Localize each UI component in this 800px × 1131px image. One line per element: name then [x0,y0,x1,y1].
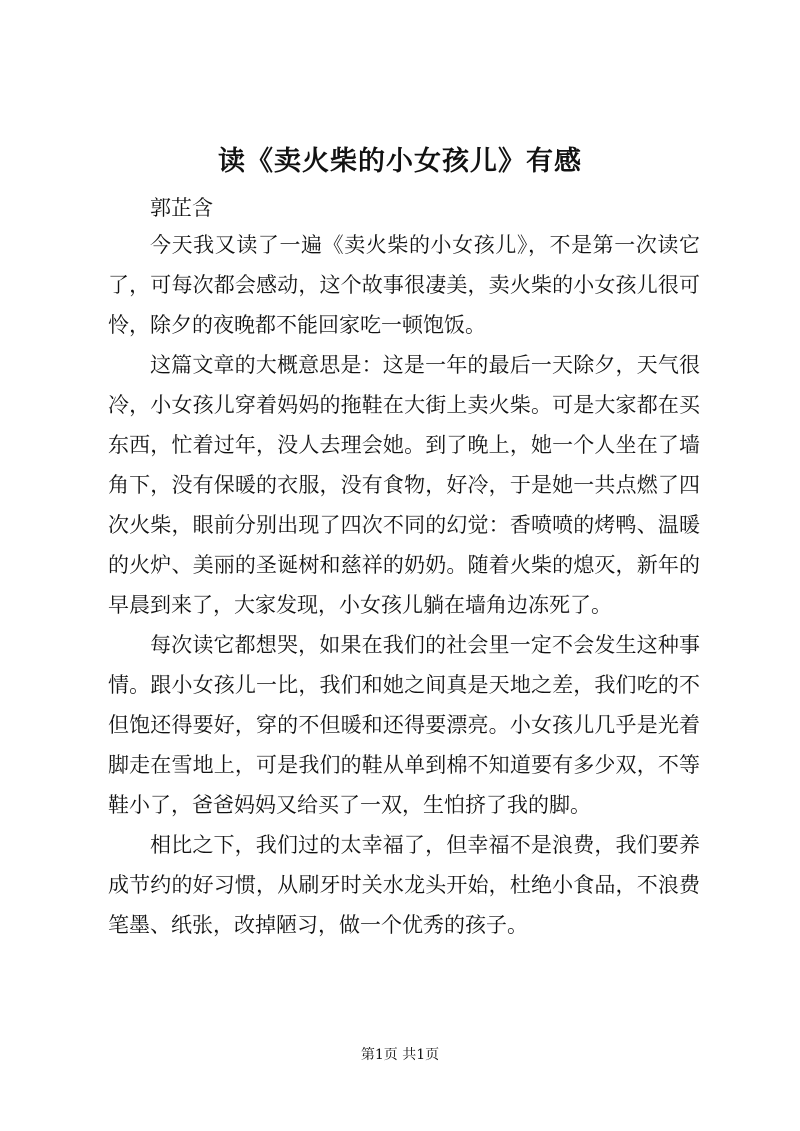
document-body [108,225,700,945]
paragraph: 相比之下，我们过的太幸福了，但幸福不是浪费，我们要养成节约的好习惯，从刷牙时关水龙头开始，杜绝小食品，不浪费笔墨、纸张，改掉陋习，做一个优秀的孩子。 [108,833,700,937]
page-footer: 第1页 共1页 [360,1047,440,1063]
paragraph: 今天我又读了一遍《卖火柴的小女孩儿》，不是第一次读它了，可每次都会感动，这个故事很凄美，卖火柴的小女孩儿很可怜，除夕的夜晚都不能回家吃一顿饱饭。 [108,233,700,337]
author-name: 郭芷含 [150,196,213,220]
paragraph: 这篇文章的大概意思是：这是一年的最后一天除夕，天气很冷，小女孩儿穿着妈妈的拖鞋在大街上卖火柴。可是大家都在买东西，忙着过年，没人去理会她。到了晚上，她一个人坐在了墙角下，没有保暖的衣服，没有食物，好冷，于是她一共点燃了四次火柴，眼前分别出现了四次不同的幻觉：香喷喷的烤鸭、温暖的火炉、美丽的圣诞树和慈祥的奶奶。随着火柴的熄灭，新年的早晨到来了，大家发现，小女孩儿躺在墙角边冻死了。 [108,353,700,617]
document-title: 读《卖火柴的小女孩儿》有感 [218,146,582,177]
paragraph: 每次读它都想哭，如果在我们的社会里一定不会发生这种事情。跟小女孩儿一比，我们和她之间真是天地之差，我们吃的不但饱还得要好，穿的不但暖和还得要漂亮。小女孩儿几乎是光着脚走在雪地上，可是我们的鞋从单到棉不知道要有多少双，不等鞋小了，爸爸妈妈又给买了一双，生怕挤了我的脚。 [108,633,700,817]
